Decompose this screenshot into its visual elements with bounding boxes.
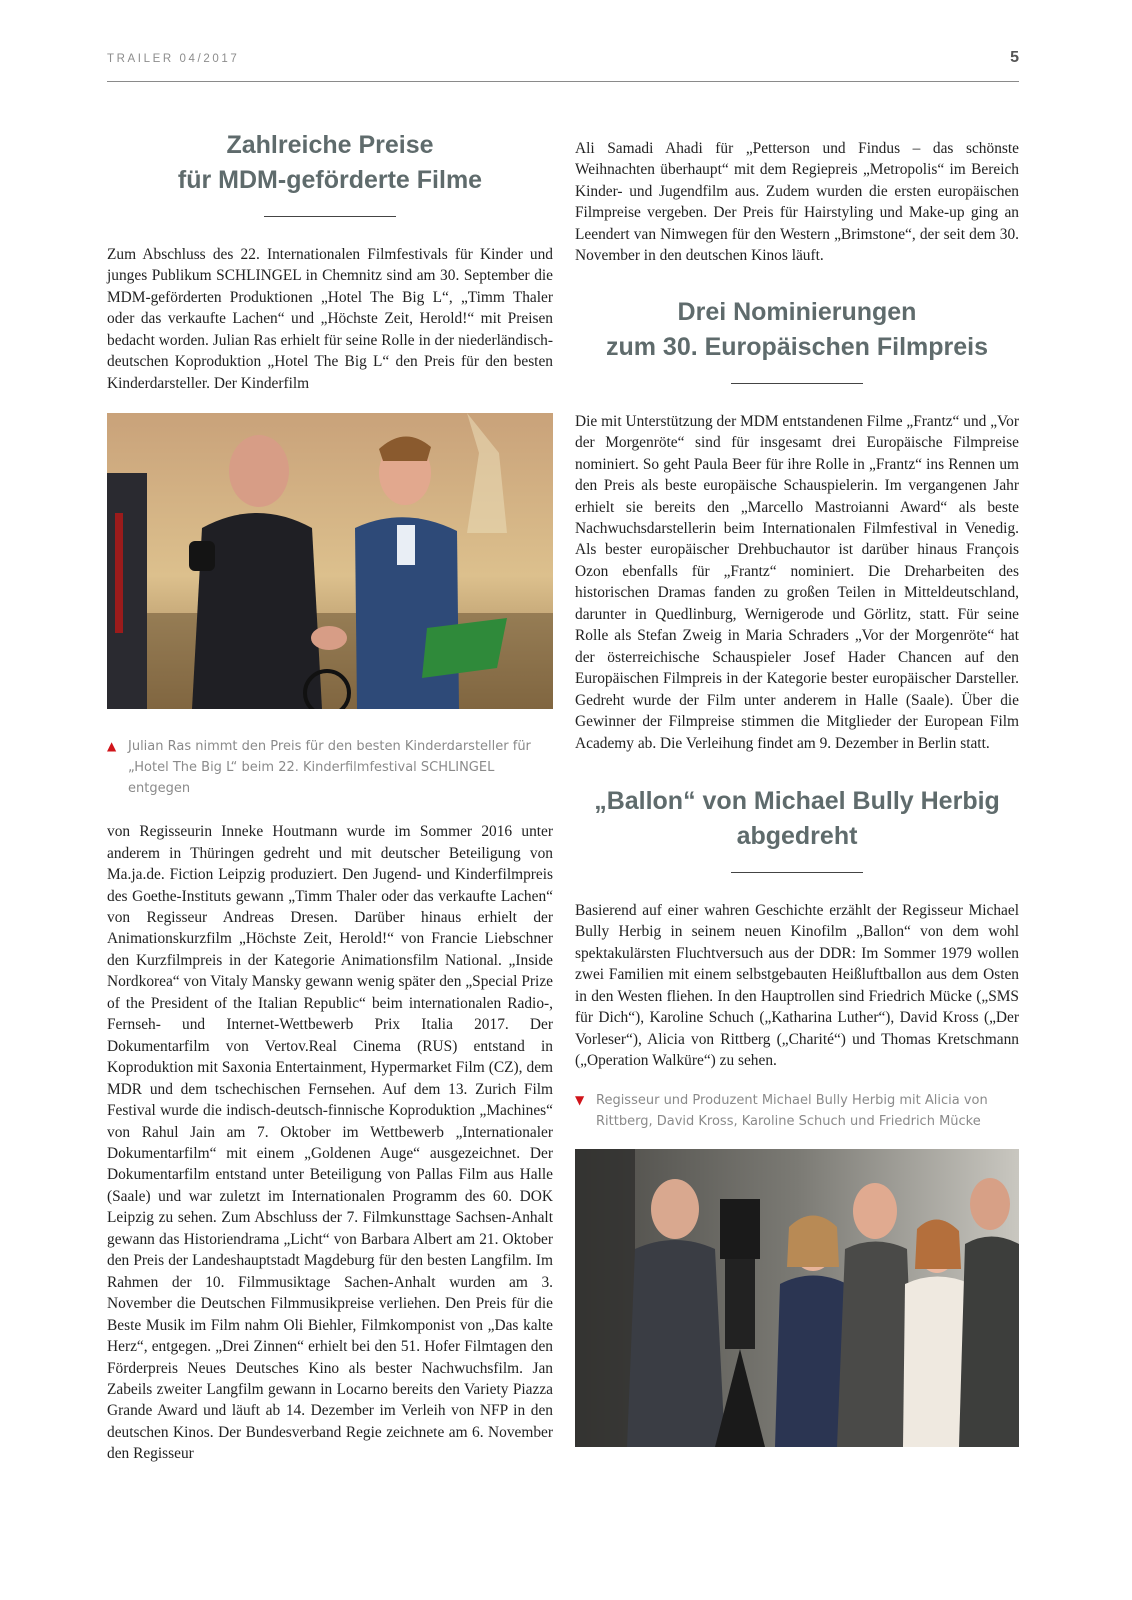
right-column (575, 138, 1019, 1447)
photo1-caption (107, 736, 553, 799)
photo2-caption-text: Regisseur und Produzent Michael Bully Herbig mit Alicia von Rittberg, David Kross, Karoline Schuch und Friedrich Mücke (596, 1092, 988, 1129)
article2-title-line2: zum 30. Europäischen Filmpreis (605, 332, 989, 361)
article2-body: Die mit Unterstützung der MDM entstandenen Filme „Frantz“ und „Vor der Morgenröte“ sind für insgesamt drei Europäische Filmpreise nominiert. So geht Paula Beer für ihre Rolle in „Frantz“ ins Rennen um den Preis als beste europäische Schauspielerin. Im vergangenen Jahr erhielt sie bereits den „Marcello Mastroianni Award“ als beste Nachwuchsdarstellerin beim Internationalen Filmfestival in Venedig. Als bester europäischer Drehbuchautor ist darüber hinaus François Ozon ebenfalls für „Frantz“ nominiert. Die Dreharbeiten des historischen Dramas fanden zu großen Teilen in Mitteldeutschland, darunter in Quedlinburg, Wernigerode und Görlitz, statt. Für seine Rolle als Stefan Zweig in Maria Schraders „Vor der Morgenröte“ hat der österreichische Schauspieler Josef Hader Chancen auf den Europäischen Filmpreis in der Kategorie bester europäischer Darsteller. Gedreht wurde der Film unter anderem in Halle (Saale). Über die Gewinner der Filmpreise stimmen die Mitglieder der European Film Academy ab. Die Verleihung findet am 9. Dezember in Berlin statt. (575, 412, 1019, 752)
running-header (107, 49, 1019, 82)
photo2-caption (575, 1090, 1019, 1132)
publication-title: TRAILER 04/2017 (107, 53, 240, 65)
triangle-up-icon: ▲ (107, 739, 117, 754)
article2-title-line1: Drei Nominierungen (677, 297, 917, 326)
article1-title-line1: Zahlreiche Preise (226, 131, 434, 159)
article3-heading (575, 784, 1019, 873)
award-ceremony-photo (107, 413, 553, 709)
heading-divider (731, 383, 863, 384)
article1-paragraph-2: von Regisseurin Inneke Houtmann wurde im Sommer 2016 unter anderem in Thüringen gedreht und mit deutscher Beteiligung von Ma.ja.de. Fiction Leipzig produziert. Den Jugend- und Kinderfilmpreis des Goethe-Instituts gewann „Timm Thaler oder das verkaufte Lachen“ von Regisseur Andreas Dresen. Darüber hinaus erhielt der Animationskurzfilm „Höchste Zeit, Herold!“ von Francie Liebschner den Kurzfilmpreis in der Kategorie Animationsfilm National. „Inside Nordkorea“ von Vitaly Mansky gewann wenig später den „Special Prize of the President of the Italian Republic“ beim internationalen Radio-, Fernseh- und Internet-Wettbewerb Prix Italia 2017. Der Dokumentarfilm von Vertov.Real Cinema (RUS) entstand in Koproduktion mit Saxonia Entertainment, Hypermarket Film (CZ), dem MDR und dem tschechischen Fernsehen. Auf dem 13. Zurich Film Festival wurde die indisch-deutsch-finnische Koproduktion „Machines“ von Rahul Jain am 7. Oktober im Wettbewerb „Internationaler Dokumentarfilm“ mit einem „Goldenen Auge“ ausgezeichnet. Der Dokumentarfilm entstand unter Beteiligung von Pallas Film aus Halle (Saale) und war zuletzt im Internationalen Programm des 60. DOK Leipzig zu sehen. Zum Abschluss der 7. Filmkunsttage Sachsen-Anhalt gewann das Historiendrama „Licht“ von Barbara Albert am 21. Oktober den Preis der Landeshauptstadt Magdeburg für den besten Langfilm. Im Rahmen der 10. Filmmusiktage Sachen-Anhalt wurden am 3. November die Deutschen Filmmusikpreise verliehen. Den Preis für die Beste Musik im Film nahm Oli Biehler, Filmkomponist von „Das kalte Herz“, entgegen. „Drei Zinnen“ erhielt bei den 51. Hofer Filmtagen den Förderpreis Neues Deutsches Kino als bester Nachwuchsfilm. Jan Zabeils zweiter Langfilm gewann in Locarno bereits den Variety Piazza Grande Award und läuft ab 14. Dezember im Verleih von NFP in den deutschen Kinos. Der Bundesverband Regie zeichnete am 6. November den Regisseur (107, 823, 553, 1463)
film-cast-photo (575, 1149, 1019, 1447)
page-number: 5 (1010, 49, 1019, 66)
article2-heading (575, 295, 1019, 384)
article3-title-line1: „Ballon“ von Michael Bully Herbig (594, 786, 1000, 815)
heading-divider (264, 216, 396, 217)
article1-paragraph-3: Ali Samadi Ahadi für „Petterson und Findus – das schönste Weihnachten überhaupt“ mit dem Regiepreis „Metropolis“ im Bereich Kinder- und Jugendfilm aus. Zudem wurden die ersten europäischen Filmpreise vergeben. Der Preis für Hairstyling und Make-up ging an Leendert van Nimwegen für den Western „Brimstone“, der seit dem 30. November in den deutschen Kinos läuft. (575, 140, 1019, 265)
triangle-down-icon: ▼ (575, 1092, 585, 1107)
article3-body: Basierend auf einer wahren Geschichte erzählt der Regisseur Michael Bully Herbig in seinem neuen Kinofilm „Ballon“ von dem wohl spektakulärsten Fluchtversuch aus der DDR: Im Sommer 1979 wollen zwei Familien mit einem selbstgebauten Heißluftballon aus dem Osten in den Westen fliehen. In den Hauptrollen sind Friedrich Mücke („SMS für Dich“), Karoline Schuch („Katharina Luther“), David Kross („Der Vorleser“), Alicia von Rittberg („Charité“) und Thomas Kretschmann („Operation Walküre“) zu sehen. (575, 901, 1019, 1070)
article3-title-line2: abgedreht (736, 821, 858, 850)
heading-divider (731, 872, 863, 873)
left-column (107, 128, 553, 1465)
article1-heading (107, 128, 553, 217)
photo1-caption-text: Julian Ras nimmt den Preis für den besten Kinderdarsteller für „Hotel The Big L“ beim 22. Kinderfilmfestival SCHLINGEL entgegen (128, 739, 531, 797)
article1-title-line2: für MDM-geförderte Filme (177, 166, 483, 194)
article1-paragraph-1: Zum Abschluss des 22. Internationalen Filmfestivals für Kinder und junges Publikum SCHLINGEL in Chemnitz sind am 30. September die MDM-geförderten Produktionen „Hotel The Big L“, „Timm Thaler oder das verkaufte Lachen“ und „Höchste Zeit, Herold!“ mit Preisen bedacht worden. Julian Ras erhielt für seine Rolle in der niederländisch-deutschen Koproduktion „Hotel The Big L“ den Preis für den besten Kinderdarsteller. Der Kinderfilm (107, 246, 553, 392)
